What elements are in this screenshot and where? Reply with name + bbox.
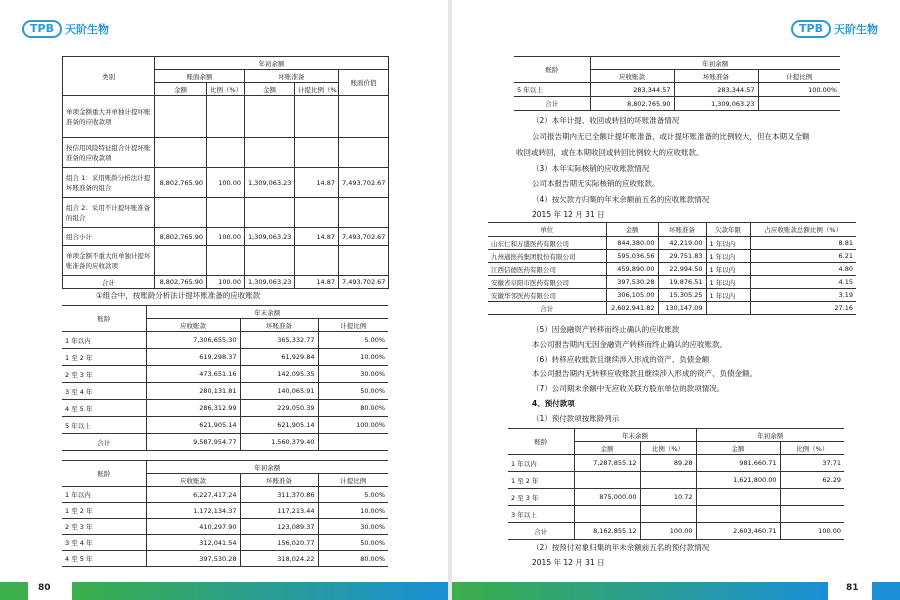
table-row xyxy=(62,366,388,383)
cell-amount: 595,036.56 xyxy=(606,250,658,263)
header-ratio: 计提比例 xyxy=(318,474,388,487)
cell-unit: 安徽省阜阳市医药有限公司 xyxy=(488,276,606,289)
cell-begin-ratio: 37.71 xyxy=(780,455,844,472)
header-receivable: 应收账款 xyxy=(146,319,240,332)
cell-end-ratio: 89.28 xyxy=(640,455,696,472)
cell-ratio xyxy=(207,96,245,138)
cell-pct: 27.16 xyxy=(750,302,856,315)
cell-amount xyxy=(155,246,207,276)
table-row xyxy=(62,400,388,417)
cell-bad-debt: 229,050.39 xyxy=(240,400,318,417)
cell-receivable: 7,306,655.30 xyxy=(146,332,240,349)
cell-amount: 844,380.00 xyxy=(606,237,658,250)
cell-amount: 8,802,765.90 xyxy=(155,168,207,198)
cell-bd-amount xyxy=(245,246,295,276)
right-page xyxy=(452,0,900,582)
cell-age: 4 至 5 年 xyxy=(62,551,146,567)
paragraph: 公司报告期内无已全额计提坏账准备，或计提坏账准备的比例较大，但在本期又全额 xyxy=(532,132,810,141)
cell-bad-debt: 117,213.44 xyxy=(240,503,318,519)
cell-end-ratio: 10.72 xyxy=(640,489,696,506)
cell-bad-debt: 621,905.14 xyxy=(240,417,318,434)
cell-ratio xyxy=(318,434,388,451)
table-row xyxy=(63,138,389,168)
cell-pct: 6.21 xyxy=(750,250,856,263)
cell-bad-debt: 365,332.77 xyxy=(240,332,318,349)
cell-end-ratio xyxy=(640,472,696,489)
header-category: 类别 xyxy=(63,57,155,96)
header-group: 年末余额 xyxy=(146,306,388,319)
header-amount: 金额 xyxy=(606,223,658,237)
cell-bd-ratio xyxy=(295,246,339,276)
cell-book xyxy=(339,138,389,168)
cell-begin-ratio: 100.00 xyxy=(780,523,844,540)
cell-bad-debt: 1,560,379.40 xyxy=(240,434,318,451)
paragraph: 本公司报告期内无因金融资产转移而终止确认的应收账款。 xyxy=(532,340,727,349)
aging-year-end-table xyxy=(62,305,388,451)
paragraph: （3）本年实际核销的应收账款情况 xyxy=(532,164,650,173)
logo-badge: TPB xyxy=(22,20,62,38)
table-row xyxy=(62,551,388,567)
cell-ratio: 50.00% xyxy=(318,535,388,551)
cell-begin-amount: 2,603,460.71 xyxy=(696,523,780,540)
cell-age: 1 年以内 xyxy=(706,237,750,250)
cell-receivable: 8,802,765.90 xyxy=(590,97,674,111)
section-title: 4、预付款项 xyxy=(532,399,575,408)
cell-ratio: 30.00% xyxy=(318,366,388,383)
cell-end-amount: 7,287,855.12 xyxy=(574,455,640,472)
header-age: 账龄 xyxy=(508,429,574,455)
table-row xyxy=(63,168,389,198)
cell-pct: 8.81 xyxy=(750,237,856,250)
cell-book: 7,493,702.67 xyxy=(339,276,389,289)
cell-ratio xyxy=(207,138,245,168)
cell-amount: 8,802,765.90 xyxy=(155,228,207,246)
cell-age: 合计 xyxy=(514,97,590,111)
cell-age: 合计 xyxy=(508,523,574,540)
table-row xyxy=(62,434,388,451)
table-row xyxy=(508,506,844,523)
header-begin-amount: 金额 xyxy=(696,442,780,455)
cell-begin-ratio xyxy=(780,506,844,523)
table-row xyxy=(508,489,844,506)
cell-amount xyxy=(155,96,207,138)
table-row xyxy=(508,523,844,540)
cell-bad-debt: 15,305.25 xyxy=(658,289,706,302)
table-row xyxy=(63,96,389,138)
cell-bad-debt: 130,147.09 xyxy=(658,302,706,315)
caption-aging-table: ①组合中，按账龄分析法计提坏账准备的应收账款 xyxy=(96,291,261,300)
cell-age: 2 至 3 年 xyxy=(508,489,574,506)
header-ratio: 计提比例 xyxy=(758,70,840,83)
cell-end-amount xyxy=(574,472,640,489)
cell-ratio xyxy=(207,246,245,276)
cell-ratio xyxy=(758,97,840,111)
cell-amount: 459,890.00 xyxy=(606,263,658,276)
cell-ratio: 10.00% xyxy=(318,349,388,366)
cell-age: 3 至 4 年 xyxy=(62,535,146,551)
cell-bad-debt: 29,751.83 xyxy=(658,250,706,263)
cell-unit: 九州通医药集团股份有限公司 xyxy=(488,250,606,263)
header-bad-debt: 坏账准备 xyxy=(674,70,758,83)
header-end-amount: 金额 xyxy=(574,442,640,455)
section-subtitle: （1）预付款项按账龄列示 xyxy=(532,414,620,423)
cell-end-amount: 8,162,855.12 xyxy=(574,523,640,540)
cell-receivable: 621,905.14 xyxy=(146,417,240,434)
footer-bar-right xyxy=(452,582,828,600)
cell-ratio: 100.00 xyxy=(207,228,245,246)
table-row xyxy=(62,519,388,535)
cell-age: 1 至 2 年 xyxy=(62,349,146,366)
cell-age: 3 至 4 年 xyxy=(62,383,146,400)
header-ratio: 比例（%） xyxy=(207,83,245,96)
header-amount: 金额 xyxy=(155,83,207,96)
cell-begin-amount: 1,621,800.00 xyxy=(696,472,780,489)
footer-bar-left xyxy=(72,582,448,600)
header-bad-debt: 坏账准备 xyxy=(658,223,706,237)
paragraph: （5）因金融资产转移而终止确认的应收账款 xyxy=(532,325,680,334)
header-year-begin: 年初余额 xyxy=(696,429,844,442)
cell-unit: 安徽华邻医药有限公司 xyxy=(488,289,606,302)
cell-amount: 397,530.28 xyxy=(606,276,658,289)
row-label: 组合小计 xyxy=(63,228,155,246)
table-row xyxy=(508,472,844,489)
footer-bar-right-accent xyxy=(872,582,900,600)
header-receivable: 应收账款 xyxy=(146,474,240,487)
aging-year-begin-table xyxy=(62,460,388,567)
cell-bad-debt: 283,344.57 xyxy=(674,83,758,97)
cell-bd-ratio: 14.87 xyxy=(295,228,339,246)
cell-begin-amount xyxy=(696,489,780,506)
cell-receivable: 312,041.54 xyxy=(146,535,240,551)
cell-bad-debt: 22,994.50 xyxy=(658,263,706,276)
logo-name: 天阶生物 xyxy=(834,23,878,36)
table-row xyxy=(514,97,840,111)
prepayments-aging-table xyxy=(508,428,844,540)
cell-age: 2 至 3 年 xyxy=(62,519,146,535)
table-row xyxy=(514,83,840,97)
cell-age: 2 至 3 年 xyxy=(62,366,146,383)
cell-receivable: 9,587,954.77 xyxy=(146,434,240,451)
paragraph: （6）转移应收账款且继续涉入形成的资产、负债金额 xyxy=(532,355,710,364)
cell-unit: 江西信德医药有限公司 xyxy=(488,263,606,276)
row-label: 组合 2：采用不计提坏账准备的组合 xyxy=(63,198,155,228)
table-row xyxy=(62,487,388,503)
cell-begin-amount xyxy=(696,506,780,523)
table-row xyxy=(62,349,388,366)
cell-ratio: 100.00 xyxy=(207,168,245,198)
left-page xyxy=(0,0,448,582)
cell-bd-amount xyxy=(245,96,295,138)
footer-bar-left-accent xyxy=(0,582,28,600)
cell-unit: 合计 xyxy=(488,302,606,315)
cell-age: 1 年以内 xyxy=(62,487,146,503)
cell-ratio: 100.00% xyxy=(318,417,388,434)
table-row xyxy=(63,246,389,276)
cell-pct: 4.15 xyxy=(750,276,856,289)
receivables-category-table xyxy=(62,56,389,289)
cell-receivable: 280,131.81 xyxy=(146,383,240,400)
cell-begin-amount: 981,660.71 xyxy=(696,455,780,472)
cell-bd-ratio: 14.87 xyxy=(295,276,339,289)
cell-receivable: 619,298.37 xyxy=(146,349,240,366)
page-number-right: 81 xyxy=(846,583,859,593)
table-row xyxy=(63,198,389,228)
cell-bd-amount xyxy=(245,138,295,168)
logo-name: 天阶生物 xyxy=(64,23,109,36)
cell-receivable: 286,312.99 xyxy=(146,400,240,417)
date-label: 2015 年 12 月 31 日 xyxy=(532,558,605,567)
cell-pct: 4.80 xyxy=(750,263,856,276)
cell-age: 1 年以内 xyxy=(62,332,146,349)
company-logo xyxy=(22,20,109,38)
cell-amount xyxy=(155,198,207,228)
cell-age xyxy=(706,302,750,315)
cell-amount: 306,105.00 xyxy=(606,289,658,302)
cell-ratio: 80.00% xyxy=(318,551,388,567)
cell-bad-debt: 1,309,063.23 xyxy=(674,97,758,111)
row-label: 单项金额重大并单独计提坏账准备的应收款项 xyxy=(63,96,155,138)
cell-receivable: 1,172,134.37 xyxy=(146,503,240,519)
cell-bd-amount: 1,309,063.23 xyxy=(245,276,295,289)
cell-age: 1 年以内 xyxy=(508,455,574,472)
cell-bd-amount: 1,309,063.23 xyxy=(245,168,295,198)
cell-age: 3 年以上 xyxy=(508,506,574,523)
header-unit: 单位 xyxy=(488,223,606,237)
cell-end-amount: 875,000.00 xyxy=(574,489,640,506)
header-begin-ratio: 比例（%） xyxy=(780,442,844,455)
cell-begin-ratio: 62.29 xyxy=(780,472,844,489)
table-row xyxy=(488,289,856,302)
table-row xyxy=(488,276,856,289)
table-row xyxy=(488,237,856,250)
row-label: 按信用风险特征组合计提坏账准备的应收款项 xyxy=(63,138,155,168)
paragraph: （4）按欠款方归集的年末余额前五名的应收账款情况 xyxy=(532,195,710,204)
cell-receivable: 473,651.16 xyxy=(146,366,240,383)
cell-ratio: 80.00% xyxy=(318,400,388,417)
cell-end-amount xyxy=(574,506,640,523)
header-age: 账龄 xyxy=(62,461,146,487)
cell-bad-debt: 142,095.35 xyxy=(240,366,318,383)
cell-age: 1 年以内 xyxy=(706,263,750,276)
cell-age: 5 年以上 xyxy=(514,83,590,97)
cell-bad-debt: 61,929.84 xyxy=(240,349,318,366)
cell-ratio: 100.00% xyxy=(758,83,840,97)
cell-bd-ratio xyxy=(295,96,339,138)
header-group: 年初余额 xyxy=(590,57,840,70)
header-age: 账龄 xyxy=(62,306,146,332)
header-balance: 账面余额 xyxy=(155,70,245,83)
header-year-end: 年末余额 xyxy=(574,429,696,442)
table-row xyxy=(488,263,856,276)
header-age: 欠款年限 xyxy=(706,223,750,237)
cell-book xyxy=(339,198,389,228)
cell-ratio: 5.00% xyxy=(318,332,388,349)
cell-ratio xyxy=(207,198,245,228)
cell-end-ratio: 100.00 xyxy=(640,523,696,540)
header-end-ratio: 比例（%） xyxy=(640,442,696,455)
cell-unit: 山东仁和万盛医药有限公司 xyxy=(488,237,606,250)
table-row xyxy=(62,503,388,519)
header-bad-debt: 坏账准备 xyxy=(240,319,318,332)
paragraph: （7）公司期末余额中无应收关联方股东单位的款项情况。 xyxy=(532,384,725,393)
cell-age: 1 至 2 年 xyxy=(508,472,574,489)
cell-bd-ratio: 14.87 xyxy=(295,168,339,198)
table-row xyxy=(62,383,388,400)
row-label: 合计 xyxy=(63,276,155,289)
cell-amount: 8,802,765.90 xyxy=(155,276,207,289)
date-label: 2015 年 12 月 31 日 xyxy=(532,210,605,219)
cell-age: 5 年以上 xyxy=(62,417,146,434)
cell-bd-ratio xyxy=(295,138,339,168)
table-row xyxy=(62,332,388,349)
paragraph: 公司本报告期无实际核销的应收账款。 xyxy=(532,179,660,188)
row-label: 单项金额不重大但单独计提坏账准备的应收款项 xyxy=(63,246,155,276)
cell-bad-debt: 140,065.91 xyxy=(240,383,318,400)
header-pct: 占应收账款总额比例（%） xyxy=(750,223,856,237)
row-label: 组合 1：采用账龄分析法计提坏账准备的组合 xyxy=(63,168,155,198)
cell-receivable: 6,227,417.24 xyxy=(146,487,240,503)
header-ratio: 计提比例 xyxy=(318,319,388,332)
header-book-value: 账面价值 xyxy=(339,70,389,96)
cell-bad-debt: 42,219.00 xyxy=(658,237,706,250)
cell-book xyxy=(339,246,389,276)
cell-ratio: 30.00% xyxy=(318,519,388,535)
logo-badge: TPB xyxy=(791,20,831,38)
header-bd-ratio: 计提比例（%） xyxy=(295,83,339,96)
header-group: 年初余额 xyxy=(155,57,389,70)
header-age: 账龄 xyxy=(514,57,590,83)
cell-age: 1 年以内 xyxy=(706,250,750,263)
cell-book: 7,493,702.67 xyxy=(339,168,389,198)
cell-age: 1 至 2 年 xyxy=(62,503,146,519)
paragraph: （2）本年计提、收回或转回的坏账准备情况 xyxy=(532,116,680,125)
cell-ratio: 10.00% xyxy=(318,503,388,519)
cell-age: 1 年以内 xyxy=(706,276,750,289)
cell-begin-ratio xyxy=(780,489,844,506)
cell-book xyxy=(339,96,389,138)
table-row xyxy=(63,276,389,289)
table-row xyxy=(508,455,844,472)
cell-bad-debt: 318,024.22 xyxy=(240,551,318,567)
header-bad-debt: 坏账准备 xyxy=(240,474,318,487)
cell-bad-debt: 19,876.51 xyxy=(658,276,706,289)
page-number-left: 80 xyxy=(38,583,51,593)
cell-receivable: 397,530.28 xyxy=(146,551,240,567)
top-five-receivables-table xyxy=(488,222,856,315)
header-bd-amount: 金额 xyxy=(245,83,295,96)
cell-receivable: 283,344.57 xyxy=(590,83,674,97)
table-row xyxy=(488,250,856,263)
cell-bd-amount xyxy=(245,198,295,228)
cell-amount xyxy=(155,138,207,168)
cell-age: 1 年以内 xyxy=(706,289,750,302)
cell-age: 合计 xyxy=(62,434,146,451)
cell-bd-ratio xyxy=(295,198,339,228)
cell-end-ratio xyxy=(640,506,696,523)
table-row xyxy=(63,228,389,246)
paragraph: 收回或转回，或在本期收回或转回比例较大的应收账款。 xyxy=(516,148,704,157)
table-row xyxy=(488,302,856,315)
cell-receivable: 410,297.90 xyxy=(146,519,240,535)
paragraph: 本公司报告期内无转移应收账款且继续涉入形成的资产、负债金额。 xyxy=(532,369,757,378)
cell-book: 7,493,702.67 xyxy=(339,228,389,246)
paragraph: （2）按预付对象归集的年末余额前五名的预付款情况 xyxy=(532,543,710,552)
table-row xyxy=(62,417,388,434)
header-receivable: 应收账款 xyxy=(590,70,674,83)
cell-ratio: 100.00 xyxy=(207,276,245,289)
cell-bd-amount: 1,309,063.23 xyxy=(245,228,295,246)
cell-age: 4 至 5 年 xyxy=(62,400,146,417)
cell-bad-debt: 156,020.77 xyxy=(240,535,318,551)
cell-amount: 2,602,941.82 xyxy=(606,302,658,315)
table-row xyxy=(62,535,388,551)
cell-ratio: 50.00% xyxy=(318,383,388,400)
aging-year-begin-continued-table xyxy=(514,56,840,111)
cell-bad-debt: 311,370.86 xyxy=(240,487,318,503)
header-bad-debt: 坏账准备 xyxy=(245,70,339,83)
company-logo xyxy=(791,20,878,38)
cell-ratio: 5.00% xyxy=(318,487,388,503)
cell-pct: 3.19 xyxy=(750,289,856,302)
cell-bad-debt: 123,089.37 xyxy=(240,519,318,535)
header-group: 年初余额 xyxy=(146,461,388,474)
